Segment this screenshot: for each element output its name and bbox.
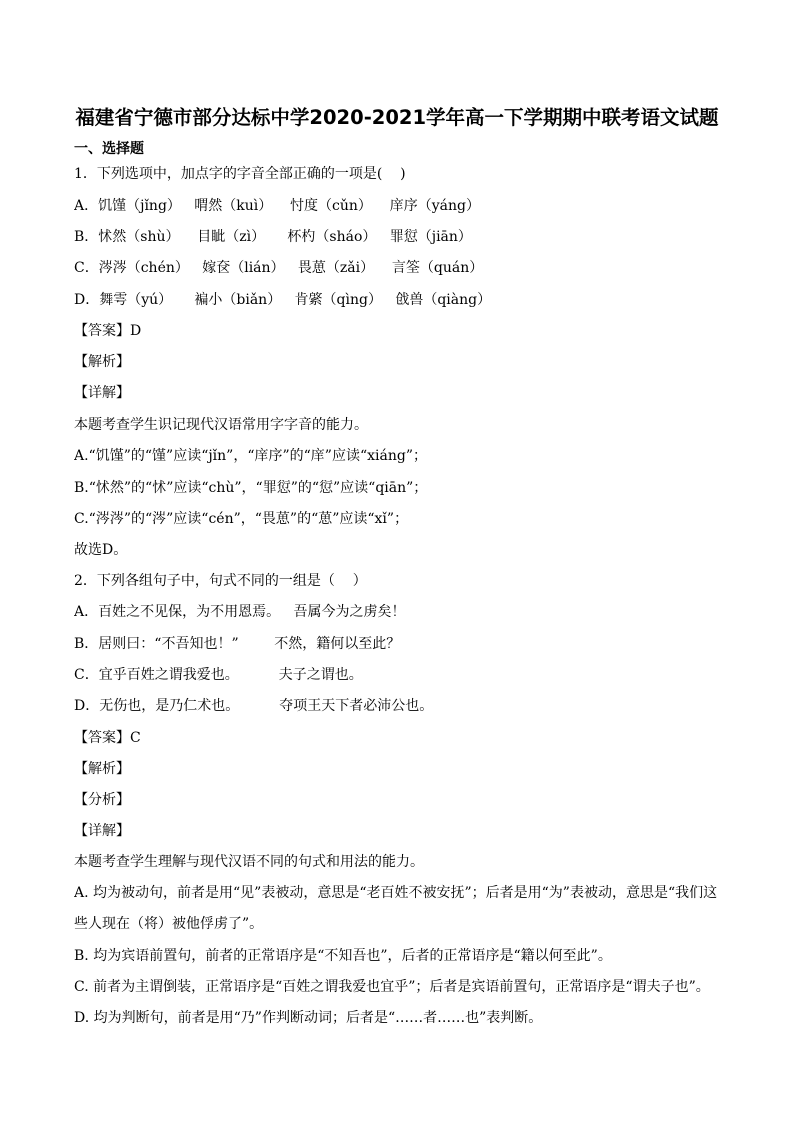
answer-label: 【答案】D xyxy=(74,323,142,339)
explanation-text: 些人现在（将）被他俘虏了”。 xyxy=(74,916,264,932)
question-1-stem: 1．下列选项中，加点字的字音全部正确的一项是( ) xyxy=(74,166,406,182)
question-2-stem: 2．下列各组句子中，句式不同的一组是（ ） xyxy=(74,573,367,589)
question-2-option-d: D．无伤也，是乃仁术也。 夺项王天下者必沛公也。 xyxy=(74,698,434,714)
explanation-text: B.“怵然”的“怵”应读“chù”，“罪愆”的“愆”应读“qiān”； xyxy=(74,480,428,496)
explanation-text: 故选D。 xyxy=(74,542,128,558)
explanation-text: A. 均为被动句，前者是用“见”表被动，意思是“老百姓不被安抚”；后者是用“为”表被动，意思是“我们这 xyxy=(74,885,718,901)
question-1-option-b: B．怵然（shù） 目眦（zì） 杯杓（sháo） 罪愆（jiān） xyxy=(74,229,472,245)
question-2-option-b: B．居则曰：“不吾知也！” 不然，籍何以至此？ xyxy=(74,636,401,652)
document-title: 福建省宁德市部分达标中学2020-2021学年高一下学期期中联考语文试题 xyxy=(75,106,719,129)
explanation-text: 本题考查学生识记现代汉语常用字字音的能力。 xyxy=(74,417,368,433)
analysis-label: 【解析】 xyxy=(74,354,130,370)
explanation-text: B. 均为宾语前置句，前者的正常语序是“不知吾也”，后者的正常语序是“籍以何至此”。 xyxy=(74,948,612,964)
question-1-option-a: A．饥馑（jǐng） 喟然（kuì） 忖度（cǔn） 庠序（yáng） xyxy=(74,198,480,214)
question-2-option-a: A．百姓之不见保，为不用恩焉。 吾属今为之虏矣！ xyxy=(74,604,406,620)
section-heading: 一、选择题 xyxy=(74,141,144,157)
answer-label: 【答案】C xyxy=(74,730,141,746)
question-2-option-c: C．宜乎百姓之谓我爱也。 夫子之谓也。 xyxy=(74,667,363,683)
explanation-text: D. 均为判断句，前者是用“乃”作判断动词；后者是“……者……也”表判断。 xyxy=(74,1010,543,1026)
analysis-sub-label: 【分析】 xyxy=(74,792,130,808)
explanation-text: C. 前者为主谓倒装，正常语序是“百姓之谓我爱也宜乎”；后者是宾语前置句，正常语序是“谓夫子也”。 xyxy=(74,979,710,995)
explanation-text: 本题考查学生理解与现代汉语不同的句式和用法的能力。 xyxy=(74,854,424,870)
analysis-label: 【解析】 xyxy=(74,761,130,777)
explanation-text: C.“涔涔”的“涔”应读“cén”，“畏葸”的“葸”应读“xǐ”； xyxy=(74,511,409,527)
question-1-option-d: D．舞雩（yú） 褊小（biǎn） 肯綮（qìng） 戗兽（qiàng） xyxy=(74,292,492,308)
detail-label: 【详解】 xyxy=(74,385,130,401)
question-1-option-c: C．涔涔（chén） 嫁奁（lián） 畏葸（zǎi） 言筌（quán） xyxy=(74,260,484,276)
explanation-text: A.“饥馑”的“馑”应读“jǐn”，“庠序”的“庠”应读“xiáng”； xyxy=(74,448,427,464)
detail-label: 【详解】 xyxy=(74,823,130,839)
